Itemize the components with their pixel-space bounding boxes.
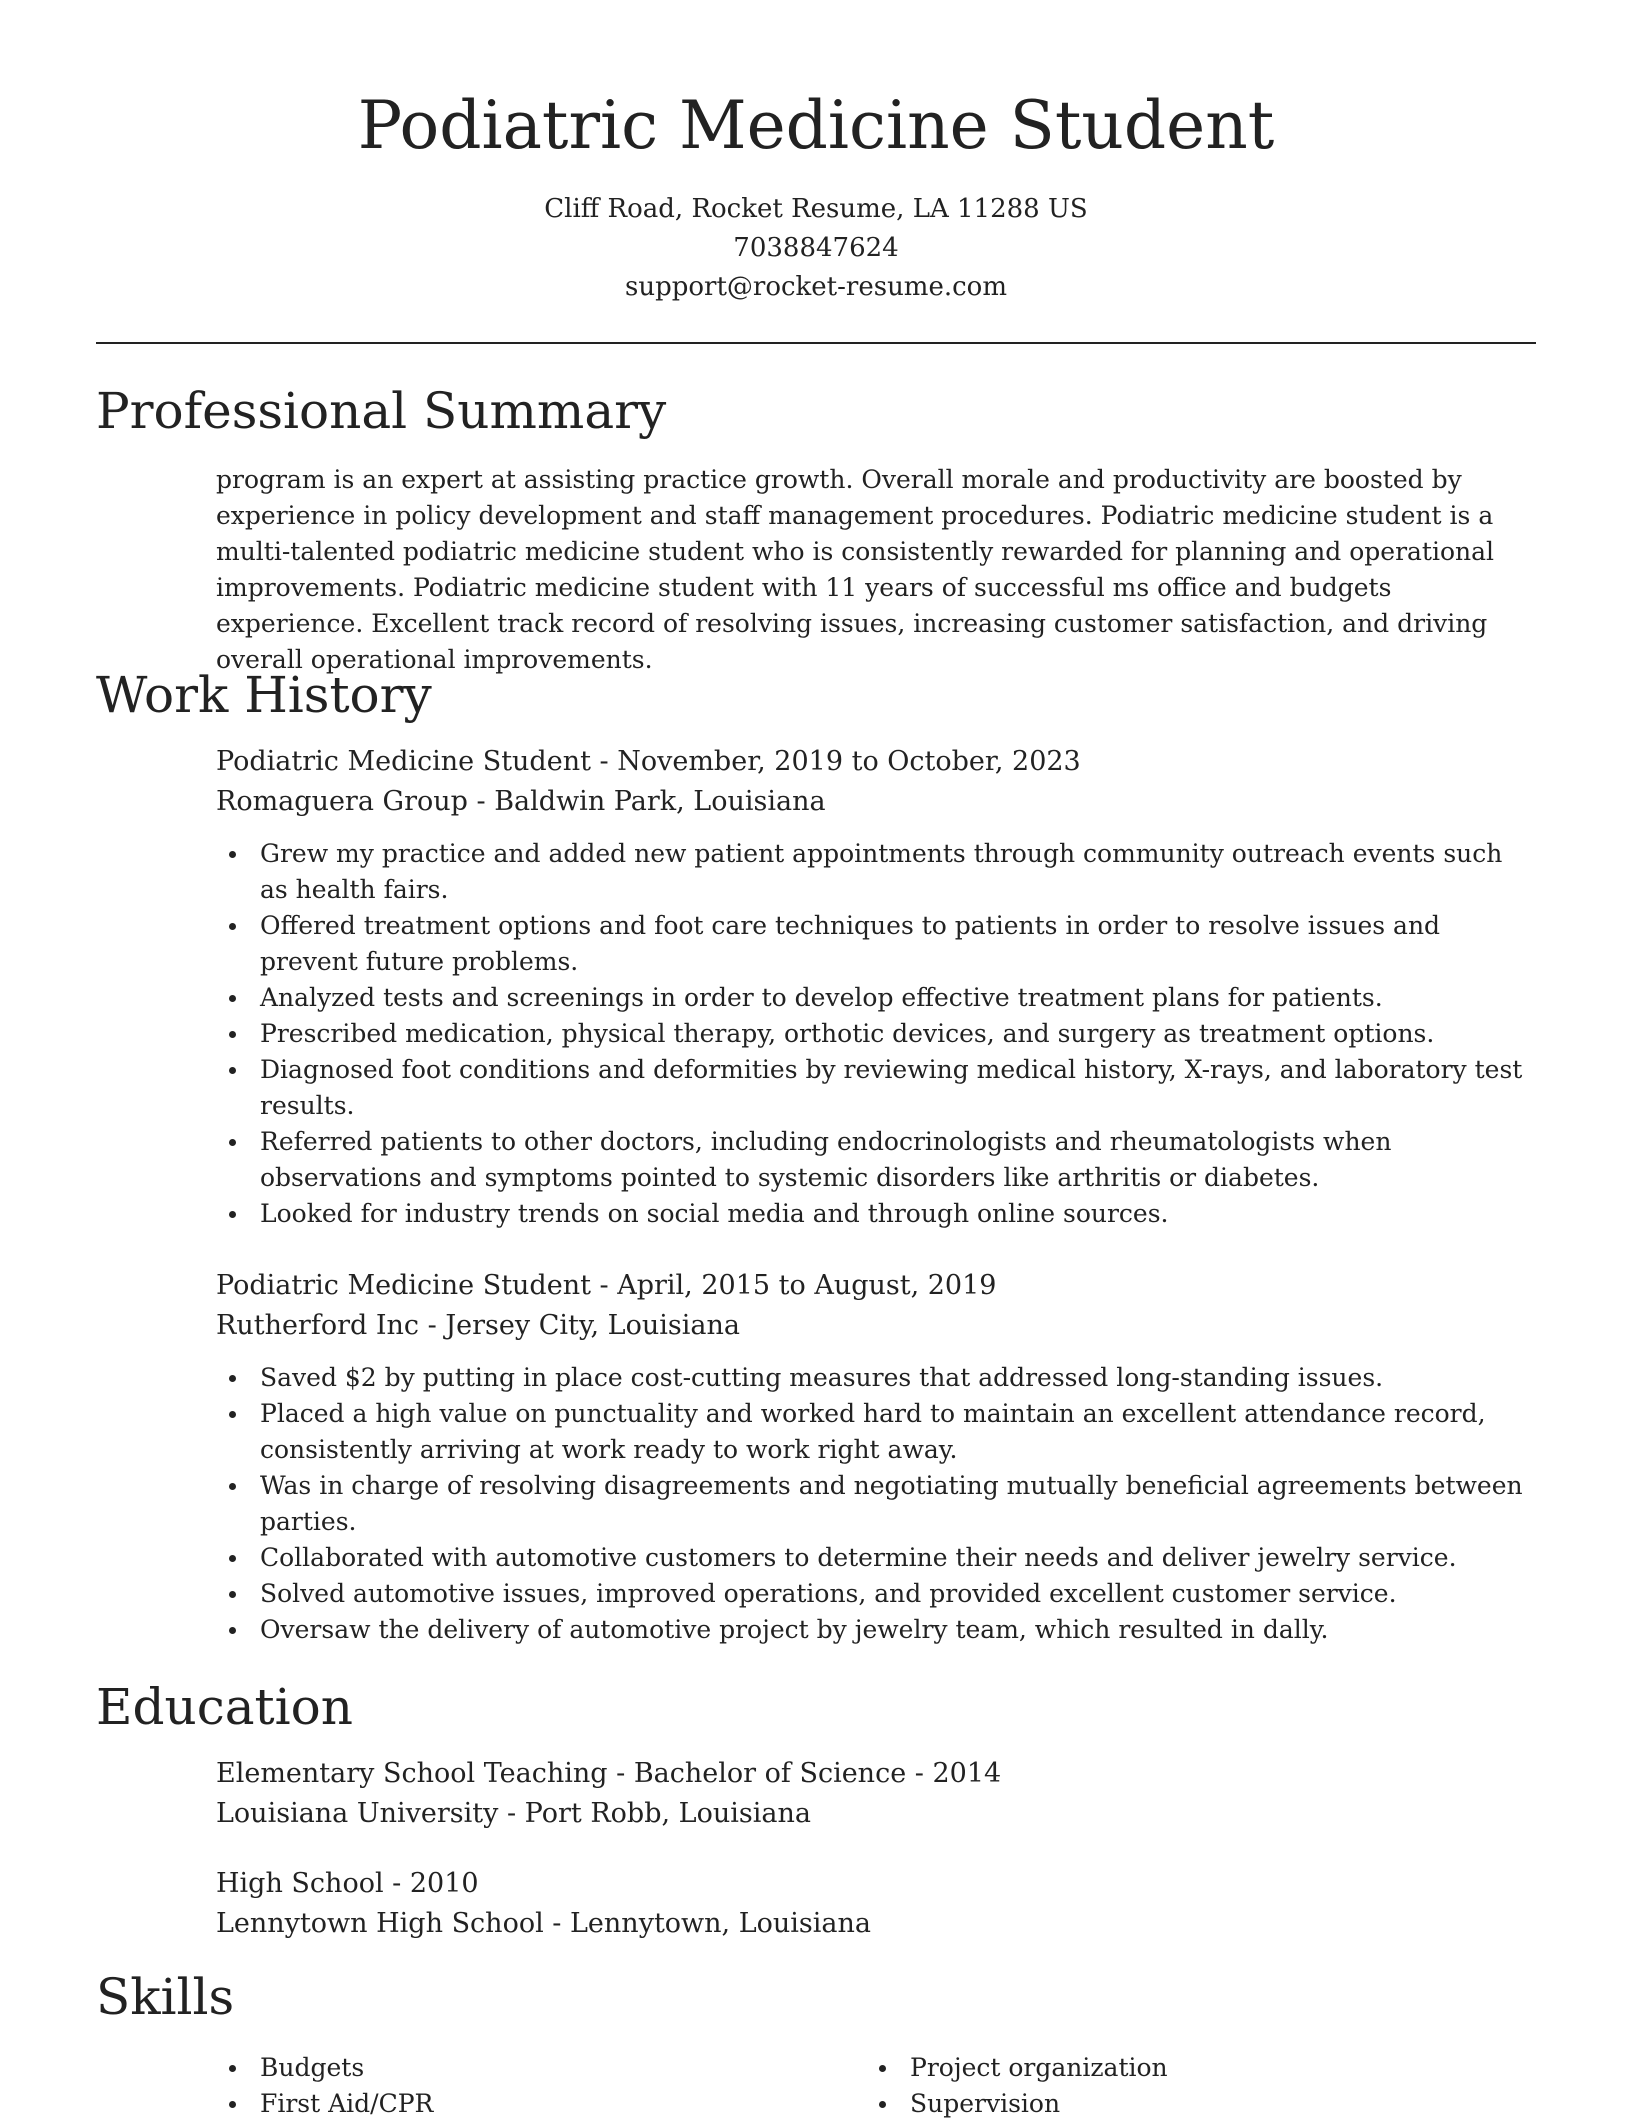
duty-text: Grew my practice and added new patient appointments through community outreach events such as health fairs. [260,839,1503,904]
list-item [216,1124,1536,1196]
duty-text: Was in charge of resolving disagreements and negotiating mutually beneficial agreements between parties. [260,1471,1523,1536]
duty-text: Placed a high value on punctuality and worked hard to maintain an excellent attendance record, consistently arriving at work ready to work right away. [260,1399,1486,1464]
list-item [216,1052,1536,1124]
skill-text: First Aid/CPR [260,2089,434,2118]
bullet-icon [229,2065,236,2072]
list-item [216,1396,1536,1468]
list-item [866,2086,1486,2122]
job-company: Romaguera Group - Baldwin Park, Louisiana [216,786,826,817]
bullet-icon [229,1483,236,1490]
job-duties [216,836,1536,1232]
duty-text: Referred patients to other doctors, including endocrinologists and rheumatologists when observations and symptoms pointed to systemic disorders like arthritis or diabetes. [260,1127,1392,1192]
work-history-heading: Work History [96,666,432,724]
job-position: Podiatric Medicine Student - April, 2015 to August, 2019 [216,1270,997,1301]
header-divider [96,342,1536,344]
bullet-icon [229,1411,236,1418]
list-item [216,2050,836,2086]
bullet-icon [229,1139,236,1146]
list-item [866,2050,1486,2086]
education-school: Lennytown High School - Lennytown, Louisiana [216,1908,872,1939]
education-entry [216,1864,1536,1944]
job-position: Podiatric Medicine Student - November, 2019 to October, 2023 [216,746,1081,777]
bullet-icon [229,1211,236,1218]
job-entry [216,1266,1536,1648]
candidate-name: Podiatric Medicine Student [357,87,1275,164]
skill-text: Supervision [910,2089,1061,2118]
job-entry [216,742,1536,1232]
duty-text: Saved $2 by putting in place cost-cutting measures that addressed long-standing issues. [260,1363,1384,1392]
resume-header [96,80,1536,307]
duty-text: Offered treatment options and foot care techniques to patients in order to resolve issues and prevent future problems. [260,911,1441,976]
education-entry [216,1754,1536,1834]
job-company: Rutherford Inc - Jersey City, Louisiana [216,1310,740,1341]
skills-column-left [216,2050,836,2122]
list-item [216,836,1536,908]
bullet-icon [229,923,236,930]
list-item [216,908,1536,980]
duty-text: Solved automotive issues, improved operations, and provided excellent customer service. [260,1579,1397,1608]
skills-list [866,2050,1486,2122]
bullet-icon [229,851,236,858]
duty-text: Diagnosed foot conditions and deformities by reviewing medical history, X-rays, and laboratory test results. [260,1055,1523,1120]
bullet-icon [229,1375,236,1382]
skills-column-right [866,2050,1486,2122]
contact-address: Cliff Road, Rocket Resume, LA 11288 US [544,194,1088,224]
bullet-icon [229,1627,236,1634]
bullet-icon [229,1067,236,1074]
list-item [216,1196,1536,1232]
duty-text: Prescribed medication, physical therapy, orthotic devices, and surgery as treatment options. [260,1019,1435,1048]
bullet-icon [229,1591,236,1598]
list-item [216,2086,836,2122]
summary-heading: Professional Summary [96,382,667,440]
list-item [216,1576,1536,1612]
duty-text: Oversaw the delivery of automotive project by jewelry team, which resulted in dally. [260,1615,1329,1644]
contact-phone: 7038847624 [733,233,899,263]
list-item [216,1612,1536,1648]
contact-email: support@rocket-resume.com [624,272,1007,302]
list-item [216,1016,1536,1052]
bullet-icon [879,2065,886,2072]
education-degree: High School - 2010 [216,1868,479,1899]
duty-text: Collaborated with automotive customers to determine their needs and deliver jewelry service. [260,1543,1457,1572]
job-duties [216,1360,1536,1648]
education-heading: Education [96,1678,353,1736]
education-degree: Elementary School Teaching - Bachelor of Science - 2014 [216,1758,1002,1789]
summary-text: program is an expert at assisting practice growth. Overall morale and productivity are boosted by experience in policy development and staff management procedures. Podiatric medicine student is a multi-talented podiatric medicine student who is consistently rewarded for planning and operational improvements. Podiatric medicine student with 11 years of successful ms office and budgets experience. Excellent track record of resolving issues, increasing customer satisfaction, and driving overall operational improvements. [216,465,1495,674]
list-item [216,1540,1536,1576]
bullet-icon [229,1555,236,1562]
duty-text: Analyzed tests and screenings in order to develop effective treatment plans for patients. [260,983,1383,1012]
education-school: Louisiana University - Port Robb, Louisiana [216,1798,811,1829]
list-item [216,980,1536,1016]
skill-text: Budgets [260,2053,365,2082]
bullet-icon [229,1031,236,1038]
skill-text: Project organization [910,2053,1168,2082]
bullet-icon [879,2101,886,2108]
skills-heading: Skills [96,1968,235,2026]
bullet-icon [229,2101,236,2108]
duty-text: Looked for industry trends on social media and through online sources. [260,1199,1169,1228]
skills-list [216,2050,836,2122]
list-item [216,1360,1536,1396]
summary-section [216,462,1536,678]
bullet-icon [229,995,236,1002]
list-item [216,1468,1536,1540]
